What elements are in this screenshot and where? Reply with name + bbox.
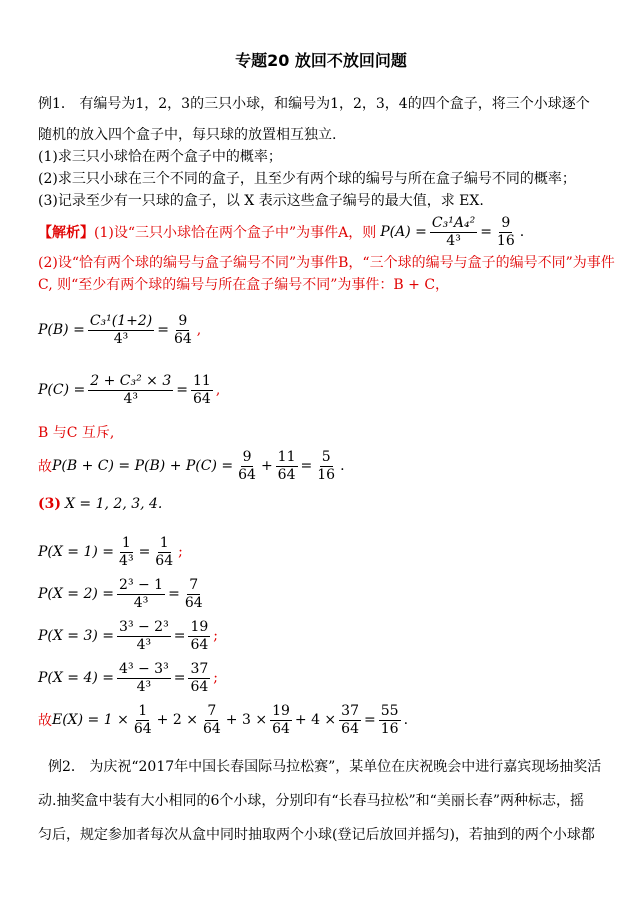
sum-equation: 故 P(B + C) = P(B) + P(C) = $\frac{9}{64}$ + $\frac{11}{64}$ = $\frac{5}{16}$ . bbox=[38, 448, 345, 483]
pa-lhs: P(A) = bbox=[380, 224, 427, 240]
solution-tag: 【解析】 bbox=[38, 225, 94, 241]
example2-line2: 动.抽奖盒中装有大小相同的6个小球，分别印有“长春马拉松”和“美丽长春”两种标志，摇 bbox=[38, 793, 584, 809]
solution3-header: (3) X = 1, 2, 3, 4. bbox=[38, 496, 163, 512]
solution2-line2: C, 则“至少有两个球的编号与所在盒子编号不同”为事件：B + C， bbox=[38, 277, 450, 293]
example1-line2: 随机的放入四个盒子中，每只球的放置相互独立. bbox=[38, 127, 337, 143]
example2-line1: 例2． 为庆祝“2017年中国长春国际马拉松赛”，某单位在庆祝晚会中进行嘉宾现场抽奖活 bbox=[48, 759, 602, 775]
example1-question2: (2)求三只小球在三个不同的盒子，且至少有两个球的编号与所在盒子编号不同的概率； bbox=[38, 171, 576, 187]
pb-equation: P(B) = $\frac{\text{C₃¹(1+2)}}{\text{4³}}$ = $\frac{9}{64}$ , bbox=[38, 312, 202, 347]
example2-line3: 匀后，规定参加者每次从盒中同时抽取两个小球(登记后放回并摇匀)，若抽到的两个小球都 bbox=[38, 827, 595, 843]
pc-equation: P(C) = $\frac{\text{2 + C₃² × 3}}{\text{4³}}$ = $\frac{11}{64}$ , bbox=[38, 372, 221, 407]
example1-question1: (1)求三只小球恰在两个盒子中的概率； bbox=[38, 149, 282, 165]
example1-line1: 例1． 有编号为1，2，3的三只小球，和编号为1，2，3，4的四个盒子，将三个小球逐个 bbox=[38, 96, 590, 112]
px4-equation: P(X = 4) = $\frac{\text{4³ − 3³}}{\text{4³}}$ = $\frac{37}{64}$ ; bbox=[38, 660, 218, 695]
px3-equation: P(X = 3) = $\frac{\text{3³ − 2³}}{\text{4³}}$ = $\frac{19}{64}$ ; bbox=[38, 618, 218, 653]
solution1-text: (1)设“三只小球恰在两个盒子中”为事件A，则 bbox=[94, 225, 377, 241]
page-title: 专题20 放回不放回问题 bbox=[235, 51, 407, 70]
exclusive-note: B 与C 互斥, bbox=[38, 425, 115, 441]
px2-equation: P(X = 2) = $\frac{\text{2³ − 1}}{\text{4³}}$ = $\frac{7}{64}$ bbox=[38, 576, 203, 611]
pa-fraction: $\frac{\text{C₃¹A₄²}}{\text{4³}}$ bbox=[431, 214, 476, 249]
expectation-equation: 故 E(X) = 1 × $\frac{1}{64}$ + 2 × $\frac{7}{64}$ + 3 × $\frac{19}{64}$ + 4 × $\frac{37}{64}$ = $\frac{55}{16}$ . bbox=[38, 702, 409, 737]
px1-equation: P(X = 1) = $\frac{1}{\text{4³}}$ = $\frac{1}{64}$ ; bbox=[38, 534, 183, 569]
solution-part1: 【解析】 (1)设“三只小球恰在两个盒子中”为事件A，则 P(A) = $\frac{\text{C₃¹A₄²}}{\text{4³}}$ = $\frac{9}{16}$ . bbox=[38, 214, 525, 249]
solution2-line1: (2)设“恰有两个球的编号与盒子编号不同”为事件B，“三个球的编号与盒子的编号不同”为事件 bbox=[38, 255, 615, 271]
pa-result: $\frac{9}{16}$ bbox=[496, 214, 515, 249]
example1-question3: (3)记录至少有一只球的盒子，以 X 表示这些盒子编号的最大值，求 EX. bbox=[38, 193, 484, 209]
